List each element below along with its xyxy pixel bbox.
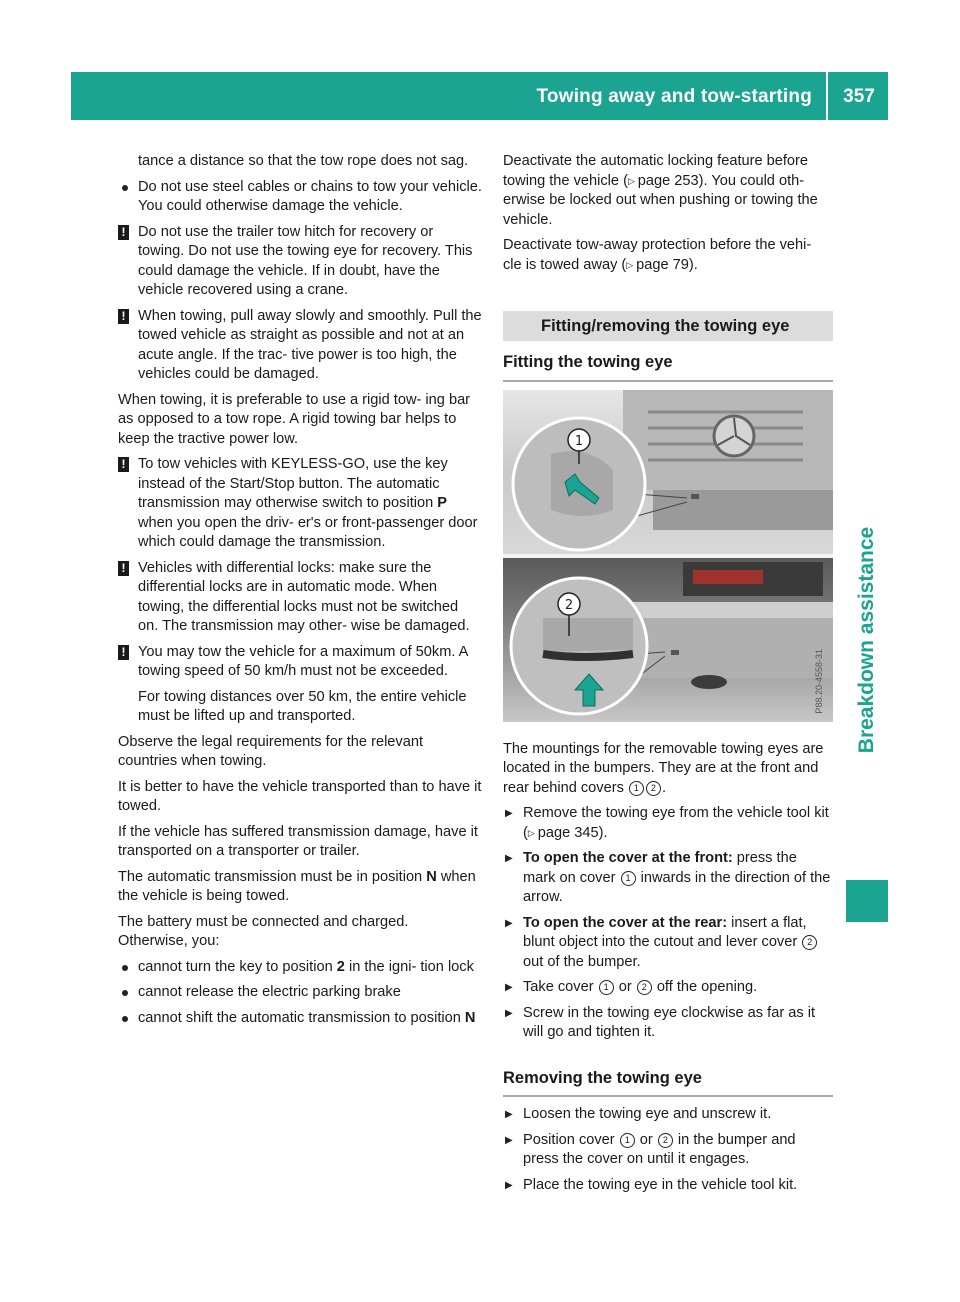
text-locking: Deactivate the automatic locking feature before towing the vehicle (▷ page 253). You could oth- erwise be locked out when pushing or towing the vehicle.	[503, 153, 818, 228]
front-bumper-image	[503, 390, 833, 554]
page-ref-icon: ▷	[627, 175, 635, 186]
page-ref-icon: ▷	[626, 259, 634, 270]
page-ref-icon: ▷	[527, 827, 535, 838]
side-tab	[846, 500, 888, 780]
callout-1: 1	[599, 980, 614, 995]
step-arrow-icon: ▶	[505, 853, 513, 864]
header-bar	[71, 72, 888, 120]
page-number: 357	[843, 86, 875, 107]
step-arrow-icon: ▶	[505, 917, 513, 929]
warning-icon: !	[118, 561, 129, 576]
warning-icon: !	[118, 457, 129, 472]
step-screw-in: ▶ Screw in the towing eye clockwise as far as it will go and tighten it.	[505, 1004, 815, 1040]
warning-icon: !	[118, 645, 129, 660]
text-position-n: The automatic transmission must be in position N when the vehicle is being towed.	[118, 868, 476, 904]
bullet-key: cannot turn the key to position 2 in the igni- tion lock	[118, 958, 482, 978]
gear-position-p: P	[437, 495, 448, 511]
text-transport-better: It is better to have the vehicle transported than to have it towed.	[118, 778, 482, 814]
warning-trailer-hitch: ! Do not use the trailer tow hitch for recovery or towing. Do not use the towing eye for recovery. This could damage the vehicle. If in doubt, have the vehicle recovered using a crane.	[118, 223, 482, 301]
step-arrow-icon: ▶	[505, 982, 513, 993]
warning-keyless-go: ! To tow vehicles with KEYLESS-GO, use the key instead of the Start/Stop button. The automatic transmission may otherwise switch to position P when you open the driv- er's or front-passenger door which could damage the transmission.	[118, 455, 482, 553]
warning-icon: !	[118, 309, 129, 324]
callout-1: 1	[620, 1133, 635, 1148]
text-tow-protection: Deactivate tow-away protection before the vehi- cle is towed away (▷ page 79).	[503, 237, 812, 273]
step-remove-eye: ▶ Remove the towing eye from the vehicle tool kit (▷ page 345).	[505, 805, 829, 841]
section-title: Fitting/removing the towing eye	[503, 311, 833, 341]
bullet-parking-brake: cannot release the electric parking brake	[118, 983, 482, 1003]
callout-2: 2	[564, 597, 574, 613]
text-transmission-damage: If the vehicle has suffered transmission damage, have it transported on a transporter or trailer.	[118, 823, 478, 859]
callout-1: 1	[621, 871, 636, 886]
step-arrow-icon: ▶	[505, 808, 513, 819]
callout-2: 2	[658, 1133, 673, 1148]
warning-icon: !	[118, 225, 129, 240]
gear-position-n: N	[426, 868, 437, 885]
text-battery: The battery must be connected and charged. Otherwise, you:	[118, 913, 409, 949]
key-position: 2	[336, 958, 345, 975]
left-column	[118, 152, 482, 1034]
step-loosen: ▶ Loosen the towing eye and unscrew it.	[503, 1105, 833, 1125]
front-bumper-illustration	[503, 390, 833, 554]
subheading-removing: Removing the towing eye	[503, 1069, 833, 1098]
chapter-title: Towing away and tow-starting	[71, 72, 828, 120]
towing-eye-figure	[503, 390, 833, 722]
step-open-front: ▶ To open the cover at the front: press the mark on cover 1 inwards in the direction of the arrow.	[505, 850, 831, 905]
subheading-fitting: Fitting the towing eye	[503, 353, 833, 382]
step-open-rear: ▶ To open the cover at the rear: insert a flat, blunt object into the cutout and lever cover 2 out of the bumper.	[503, 914, 833, 973]
step-take-cover: ▶ Take cover 1 or 2 off the opening.	[503, 978, 833, 998]
callout-2: 2	[646, 781, 661, 796]
callout-1: 1	[629, 781, 644, 796]
warning-max-distance: ! You may tow the vehicle for a maximum of 50km. A towing speed of 50 km/h must not be exceeded.	[118, 643, 482, 682]
rear-bumper-illustration	[503, 558, 833, 722]
step-arrow-icon: ▶	[505, 1109, 513, 1120]
step-arrow-icon: ▶	[505, 1179, 513, 1191]
side-tab-label: Breakdown assistance	[855, 526, 878, 754]
text-rope-sag: tance a distance so that the tow rope does not sag.	[138, 153, 469, 169]
step-position-cover: ▶ Position cover 1 or 2 in the bumper and press the cover on until it engages.	[505, 1131, 796, 1167]
warning-pull-away: ! When towing, pull away slowly and smoothly. Pull the towed vehicle as straight as possible and not at an acute angle. If the trac- tive power is too high, the vehicles could be damaged.	[118, 307, 482, 385]
bullet-steel-cables: Do not use steel cables or chains to tow your vehicle. You could otherwise damage the vehicle.	[118, 178, 482, 217]
step-place-eye: ▶ Place the towing eye in the vehicle tool kit.	[503, 1176, 833, 1196]
gear-position-n: N	[464, 1009, 476, 1026]
side-tab-marker	[846, 880, 888, 922]
callout-2: 2	[637, 980, 652, 995]
rear-bumper-image	[503, 558, 833, 722]
figure-code: P88.20-4558-31	[813, 648, 824, 714]
step-arrow-icon: ▶	[505, 1134, 513, 1146]
warning-differential-locks: ! Vehicles with differential locks: make sure the differential locks are in automatic mode. When towing, the differential locks must not be switched on. The transmission may other- wise be damaged.	[118, 559, 482, 637]
bullet-shift: cannot shift the automatic transmission to position N	[118, 1009, 482, 1029]
callout-1: 1	[574, 433, 584, 449]
text-mountings: The mountings for the removable towing eyes are located in the bumpers. They are at the front and rear behind covers 1 2 .	[503, 740, 824, 796]
text-long-distance: For towing distances over 50 km, the entire vehicle must be lifted up and transported.	[138, 688, 467, 724]
text-legal: Observe the legal requirements for the relevant countries when towing.	[118, 733, 424, 769]
right-column	[503, 152, 833, 1201]
step-arrow-icon: ▶	[505, 1007, 513, 1019]
callout-2: 2	[802, 935, 817, 950]
text-rigid-bar: When towing, it is preferable to use a rigid tow- ing bar as opposed to a tow rope. A rigid towing bar helps to keep the tractive power low.	[118, 391, 471, 447]
